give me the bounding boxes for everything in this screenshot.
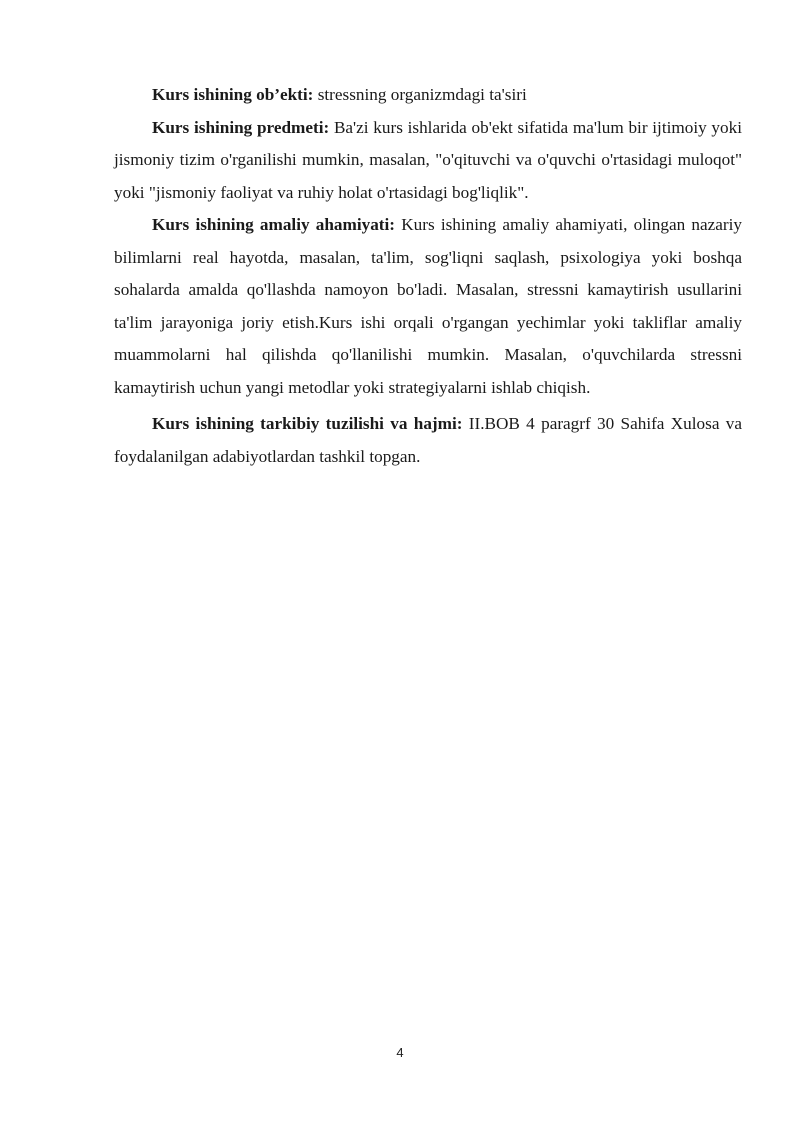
paragraph-object [114,79,742,112]
paragraph-subject [114,112,742,210]
paragraph-text: Ba'zi kurs ishlarida ob'ekt sifatida ma'lum bir ijtimoiy yoki jismoniy tizim o'rganilishi mumkin, masalan, "o'qituvchi va o'quvchi o'rtasidagi muloqot" yoki "jismoniy faoliyat va ruhiy holat o'rtasidagi bog'liqlik". [114,117,742,202]
paragraph-label: Kurs ishining predmeti: [152,117,330,137]
page-body [114,79,742,473]
paragraph-structure [114,408,742,473]
paragraph-label: Kurs ishining tarkibiy tuzilishi va hajmi: [152,414,463,433]
page-number: 4 [396,1045,404,1060]
paragraph-text: II.BOB 4 paragrf 30 Sahifa Xulosa va foydalanilgan adabiyotlardan tashkil topgan. [114,414,742,466]
paragraph-practical-significance [114,209,742,404]
paragraph-label: Kurs ishining amaliy ahamiyati: [152,215,396,234]
paragraph-text: stressning organizmdagi ta'siri [313,85,527,104]
paragraph-text: Kurs ishining amaliy ahamiyati, olingan nazariy bilimlarni real hayotda, masalan, ta'lim, sog'liqni saqlash, psixologiya yoki boshqa sohalarda amalda qo'llashda namoyon bo'ladi. Masalan, stressni kamaytirish usullarini ta'lim jarayoniga joriy etish.Kurs ishi orqali o'rgangan yechimlar yoki takliflar amaliy muammolarni hal qilishda qo'llanilishi mumkin. Masalan, o'quvchilarda stressni kamaytirish uchun yangi metodlar yoki strategiyalarni ishlab chiqish. [114,215,742,397]
paragraph-label: Kurs ishining ob’ekti: [152,85,314,104]
